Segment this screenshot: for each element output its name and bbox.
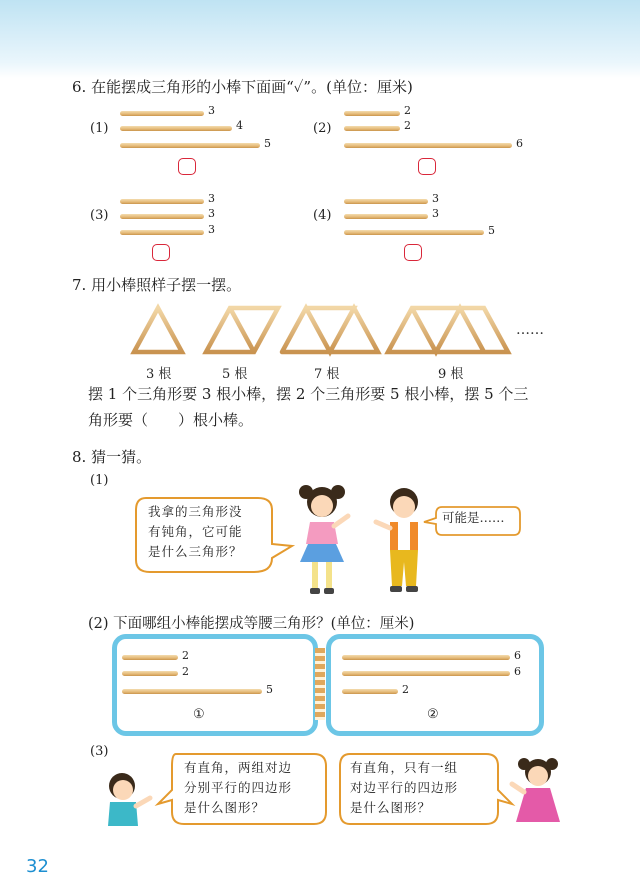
left-speech-line3: 是什么图形？ (184, 800, 266, 815)
left-speech-line2: 分别平行的四边形 (184, 780, 293, 795)
girl-speech-line2: 有钝角，它可能 (148, 524, 243, 539)
small-boy-illustration (96, 770, 156, 832)
stick-group-1[interactable] (112, 634, 318, 736)
q7-count-3: 7 根 (314, 367, 340, 382)
stick-length: 2 (182, 649, 189, 662)
stick-length: 5 (266, 683, 273, 696)
stick-length: 2 (404, 104, 411, 117)
stick-length: 4 (236, 119, 243, 132)
stick (120, 143, 260, 148)
girl-speech-line1: 我拿的三角形没 (148, 504, 243, 519)
stick (120, 126, 232, 131)
q6-set4-label: (4) (313, 208, 332, 223)
group-1-mark: ① (193, 707, 205, 722)
stick-length: 2 (404, 119, 411, 132)
stick (342, 655, 510, 660)
q8-p1-label: (1) (90, 473, 109, 488)
answer-box-3[interactable] (152, 244, 170, 261)
triangle-1-stick (134, 308, 182, 352)
q7-count-4: 9 根 (438, 367, 464, 382)
stick (122, 655, 178, 660)
q7-text-line1: 摆 1 个三角形要 3 根小棒，摆 2 个三角形要 5 根小棒，摆 5 个三 (88, 385, 529, 403)
q7-ellipsis: …… (516, 322, 544, 338)
stick-length: 5 (264, 137, 271, 150)
group-connector (315, 648, 325, 720)
q6-title: 6. 在能摆成三角形的小棒下面画“✓”。(单位：厘米) (72, 78, 413, 96)
stick-length: 2 (182, 665, 189, 678)
stick-length: 3 (208, 192, 215, 205)
q8-p2-label: (2) 下面哪组小棒能摆成等腰三角形？(单位：厘米) (88, 616, 415, 632)
left-speech-line1: 有直角，两组对边 (184, 760, 293, 775)
stick-length: 3 (432, 192, 439, 205)
small-girl-illustration (508, 756, 568, 832)
header-band (0, 0, 640, 78)
stick (344, 126, 400, 131)
q6-set2-label: (2) (313, 121, 332, 136)
stick-length: 3 (208, 223, 215, 236)
stick (342, 689, 398, 694)
girl-speech-line3: 是什么三角形？ (148, 544, 243, 559)
triangle-sticks-figure (130, 300, 570, 358)
q8-p3-label: (3) (90, 744, 109, 759)
triangle-3-stick (282, 308, 378, 352)
boy-illustration (370, 484, 440, 604)
triangle-2-stick (206, 308, 278, 352)
page-number: 32 (26, 856, 49, 877)
stick-length: 6 (516, 137, 523, 150)
stick (344, 230, 484, 235)
right-speech-line3: 是什么图形？ (350, 800, 432, 815)
stick (120, 230, 204, 235)
stick (344, 111, 400, 116)
q7-count-1: 3 根 (146, 367, 172, 382)
stick-length: 6 (514, 649, 521, 662)
q7-count-2: 5 根 (222, 367, 248, 382)
stick (120, 214, 204, 219)
stick-length: 2 (402, 683, 409, 696)
answer-box-4[interactable] (404, 244, 422, 261)
group-2-mark: ② (427, 707, 439, 722)
answer-box-2[interactable] (418, 158, 436, 175)
stick-length: 6 (514, 665, 521, 678)
answer-box-1[interactable] (178, 158, 196, 175)
q6-set3-label: (3) (90, 208, 109, 223)
q8-title: 8. 猜一猜。 (72, 448, 152, 466)
stick (122, 689, 262, 694)
right-speech-line1: 有直角，只有一组 (350, 760, 459, 775)
stick (120, 199, 204, 204)
stick-length: 3 (432, 207, 439, 220)
triangle-4-stick (388, 308, 508, 352)
stick-length: 5 (488, 224, 495, 237)
stick-length: 3 (208, 207, 215, 220)
stick (120, 111, 204, 116)
stick (344, 143, 512, 148)
boy-speech-text: 可能是…… (442, 510, 505, 525)
stick-length: 3 (208, 104, 215, 117)
stick (344, 199, 428, 204)
q7-title: 7. 用小棒照样子摆一摆。 (72, 276, 242, 294)
stick (344, 214, 428, 219)
stick (342, 671, 510, 676)
q6-set1-label: (1) (90, 121, 109, 136)
stick (122, 671, 178, 676)
q7-text-line2: 角形要（ ）根小棒。 (88, 411, 254, 429)
right-speech-line2: 对边平行的四边形 (350, 780, 459, 795)
girl-illustration (288, 482, 358, 602)
